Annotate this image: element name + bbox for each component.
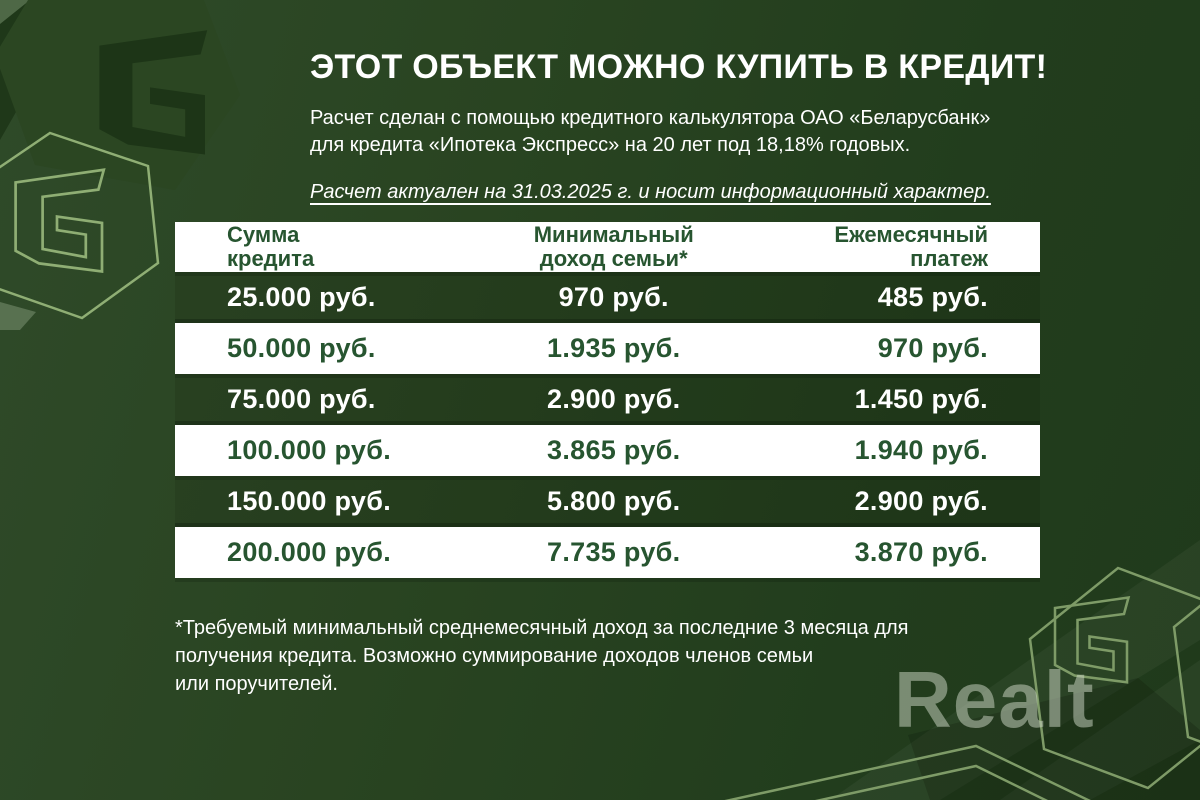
loan-amount-cell: 25.000 руб. (227, 282, 376, 312)
validity-note: Расчет актуален на 31.03.2025 г. и носит информационный характер. (310, 181, 991, 203)
payment-cell: 1.450 руб. (854, 384, 988, 414)
header-line: доход семьи* (539, 246, 688, 271)
income-cell: 7.735 руб. (547, 537, 681, 567)
payment-cell: 1.940 руб. (854, 435, 988, 465)
loan-amount-cell: 75.000 руб. (227, 384, 376, 414)
footnote (175, 614, 909, 698)
footnote-line-2: получения кредита. Возможно суммирование доходов членов семьи (175, 645, 814, 667)
loan-amount-cell: 150.000 руб. (227, 486, 392, 516)
header-line: кредита (227, 246, 315, 271)
income-cell: 2.900 руб. (547, 384, 681, 414)
income-cell: 5.800 руб. (547, 486, 681, 516)
table-row (175, 323, 1040, 374)
table-header-row (175, 222, 1040, 272)
footnote-line-3: или поручителей. (175, 673, 338, 695)
table-row (175, 272, 1040, 323)
footnote-line-1: *Требуемый минимальный среднемесячный доход за последние 3 месяца для (175, 617, 909, 639)
payment-cell: 970 руб. (877, 333, 988, 363)
loan-amount-cell: 200.000 руб. (227, 537, 392, 567)
payment-cell: 3.870 руб. (854, 537, 988, 567)
column-header-monthly-payment (738, 223, 988, 271)
header-block (310, 48, 1070, 204)
table-row (175, 425, 1040, 476)
table-row (175, 476, 1040, 527)
subtitle-line-1: Расчет сделан с помощью кредитного калькулятора ОАО «Беларусбанк» (310, 107, 991, 129)
table-row (175, 527, 1040, 578)
table-row (175, 374, 1040, 425)
income-cell: 3.865 руб. (547, 435, 681, 465)
realt-logomark-outline (16, 170, 104, 272)
credit-table (175, 222, 1040, 578)
header-line: Ежемесячный (834, 222, 988, 247)
calculation-description (310, 105, 1070, 159)
header-line: платеж (910, 246, 988, 271)
column-header-min-income (489, 223, 739, 271)
income-cell: 970 руб. (558, 282, 669, 312)
column-header-loan-sum (227, 223, 489, 271)
header-line: Минимальный (533, 222, 694, 247)
realt-watermark-logo: Realt (894, 655, 1095, 744)
income-cell: 1.935 руб. (547, 333, 681, 363)
loan-amount-cell: 50.000 руб. (227, 333, 376, 363)
page-title: ЭТОТ ОБЪЕКТ МОЖНО КУПИТЬ В КРЕДИТ! (310, 48, 1048, 86)
payment-cell: 2.900 руб. (854, 486, 988, 516)
subtitle-line-2: для кредита «Ипотека Экспресс» на 20 лет под 18,18% годовых. (310, 134, 911, 156)
payment-cell: 485 руб. (877, 282, 988, 312)
header-line: Сумма (227, 222, 300, 247)
loan-amount-cell: 100.000 руб. (227, 435, 392, 465)
